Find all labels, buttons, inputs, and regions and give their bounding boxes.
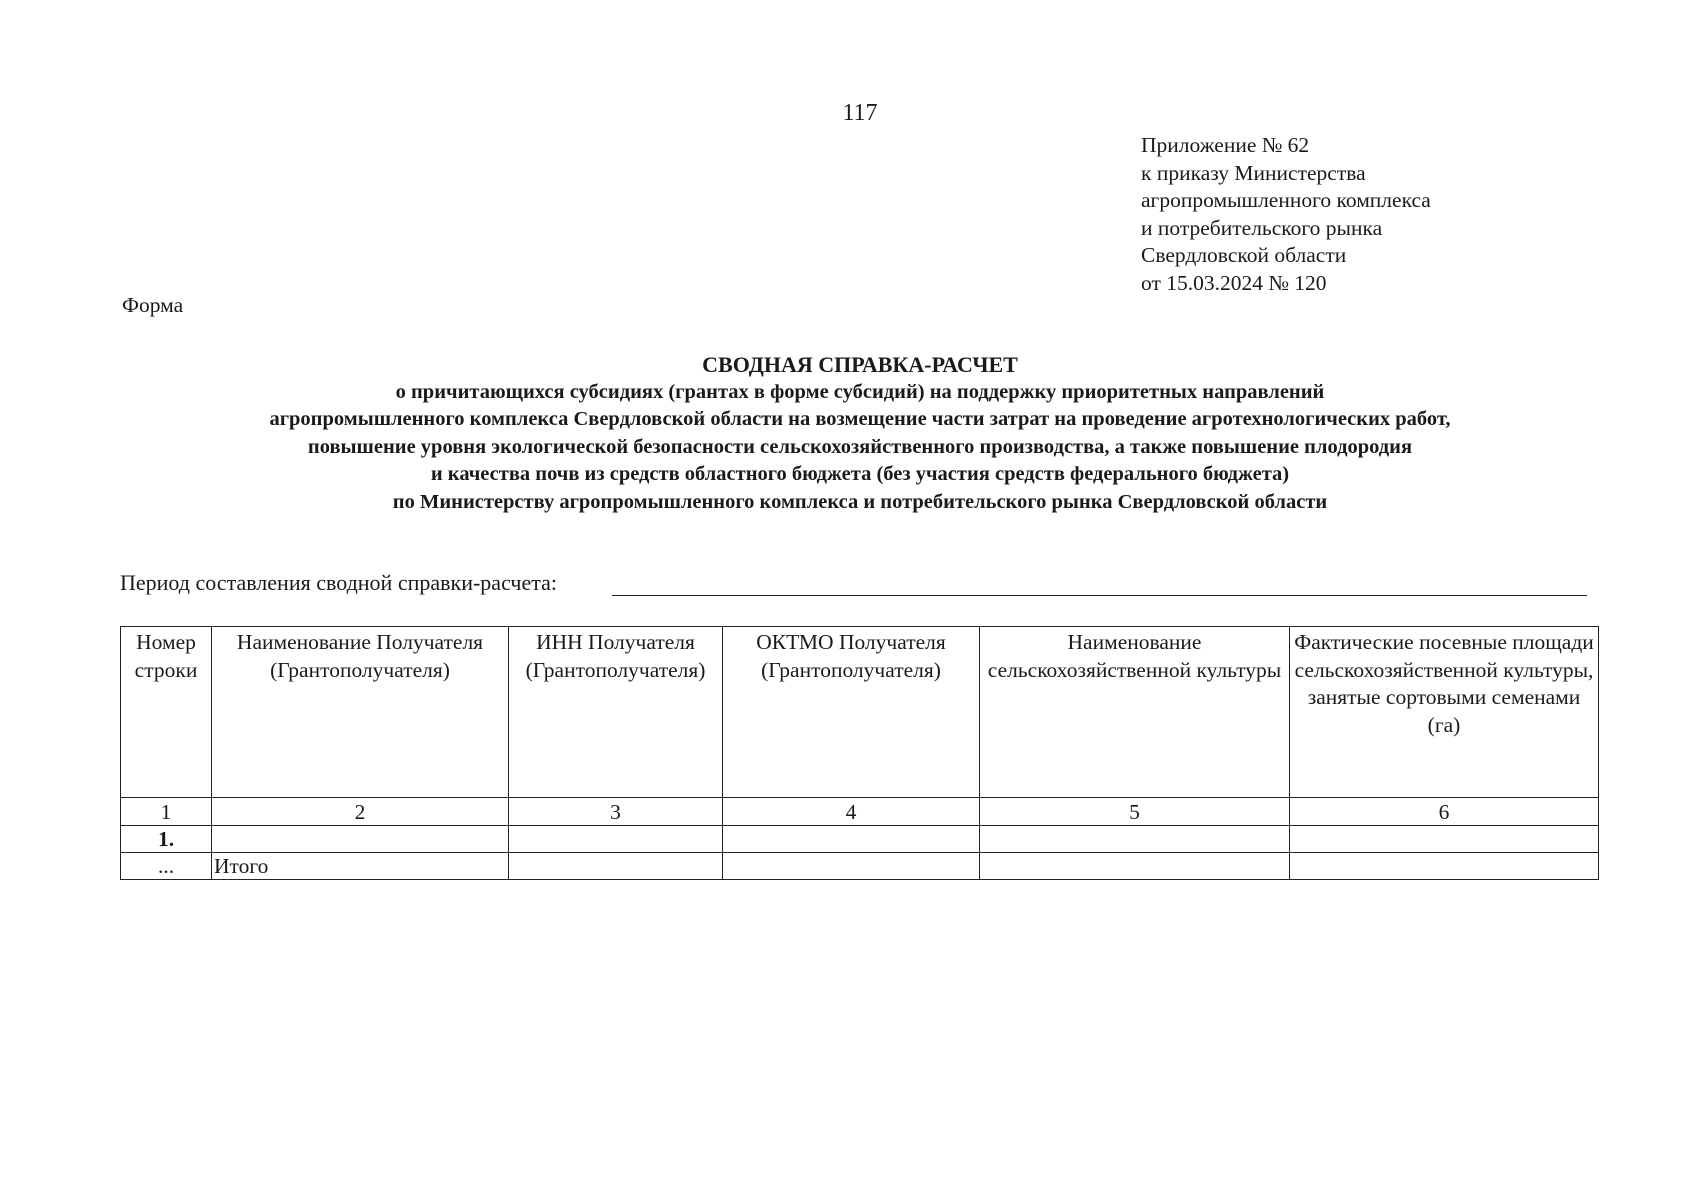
column-number: 4 bbox=[723, 798, 980, 826]
table-cell bbox=[509, 853, 723, 880]
title-line: повышение уровня экологической безопасности сельскохозяйственного производства, а также повышение плодородия bbox=[307, 435, 1413, 458]
table-row bbox=[121, 826, 1599, 853]
column-number: 5 bbox=[980, 798, 1290, 826]
column-number-row bbox=[121, 798, 1599, 826]
table-row-total bbox=[121, 853, 1599, 880]
header-cell-row-number: Номер строки bbox=[121, 627, 212, 798]
appendix-line: Приложение № 62 bbox=[1141, 133, 1310, 157]
column-number: 2 bbox=[212, 798, 509, 826]
appendix-line: и потребительского рынка bbox=[1141, 215, 1383, 240]
appendix-line: агропромышленного комплекса bbox=[1141, 188, 1431, 212]
table-cell bbox=[980, 826, 1290, 853]
table-header-row bbox=[121, 627, 1599, 798]
table-cell bbox=[1290, 826, 1599, 853]
title-line: и качества почв из средств областного бюджета (без участия средств федерального бюджета) bbox=[430, 463, 1290, 485]
title-line: по Министерству агропромышленного комплекса и потребительского рынка Свердловской области bbox=[392, 490, 1328, 513]
page-number: 117 bbox=[842, 100, 878, 126]
appendix-reference bbox=[1141, 132, 1431, 297]
table-cell: ... bbox=[121, 853, 212, 880]
total-label-cell: Итого bbox=[212, 853, 509, 880]
header-cell-oktmo: ОКТМО Получателя (Грантополучателя) bbox=[723, 627, 980, 798]
column-number: 6 bbox=[1290, 798, 1599, 826]
title-line: агропромышленного комплекса Свердловской области на возмещение части затрат на проведение агротехнологических работ, bbox=[269, 408, 1451, 430]
table-cell bbox=[980, 853, 1290, 880]
header-cell-sown-area: Фактические посевные площади сельскохозяйственной культуры, занятые сортовыми семенами (га) bbox=[1290, 627, 1599, 798]
table-cell bbox=[1290, 853, 1599, 880]
column-number: 3 bbox=[509, 798, 723, 826]
period-label: Период составления сводной справки-расчета: bbox=[120, 570, 557, 595]
table-cell bbox=[509, 826, 723, 853]
header-cell-crop-name: Наименование сельскохозяйственной культуры bbox=[980, 627, 1290, 798]
appendix-line: от 15.03.2024 № 120 bbox=[1141, 270, 1327, 295]
column-number: 1 bbox=[121, 798, 212, 826]
appendix-line: к приказу Министерства bbox=[1141, 160, 1366, 185]
period-blank-field[interactable] bbox=[612, 595, 1587, 596]
form-label: Форма bbox=[122, 293, 184, 317]
header-cell-recipient-name: Наименование Получателя (Грантополучателя) bbox=[212, 627, 509, 798]
title-line: о причитающихся субсидиях (грантах в форме субсидий) на поддержку приоритетных направлений bbox=[395, 380, 1325, 403]
appendix-line: Свердловской области bbox=[1141, 243, 1347, 267]
report-table bbox=[120, 626, 1599, 880]
table-cell bbox=[723, 853, 980, 880]
table-cell: 1. bbox=[121, 826, 212, 853]
title-main: СВОДНАЯ СПРАВКА-РАСЧЕТ bbox=[702, 352, 1018, 377]
document-title bbox=[100, 351, 1620, 516]
header-cell-inn: ИНН Получателя (Грантополучателя) bbox=[509, 627, 723, 798]
table-cell bbox=[723, 826, 980, 853]
table-cell bbox=[212, 826, 509, 853]
